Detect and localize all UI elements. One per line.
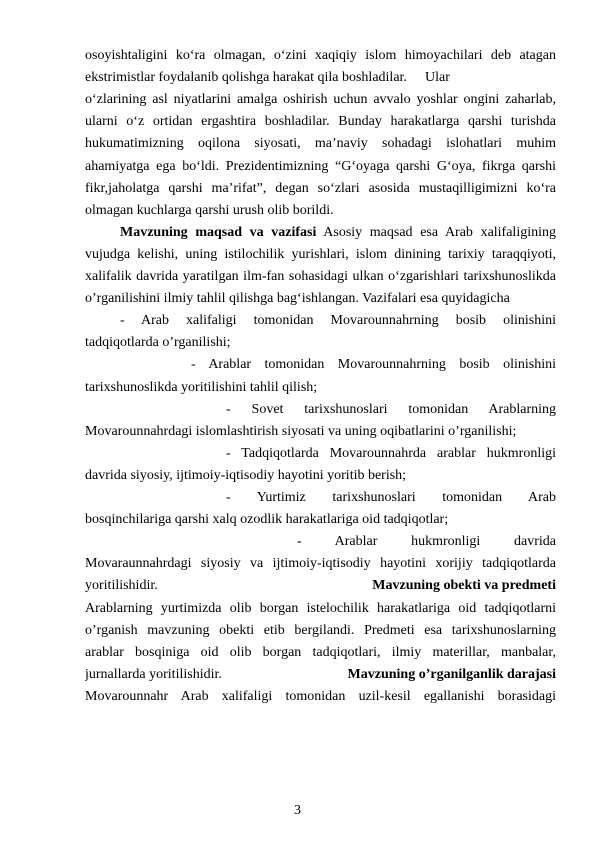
text-line [226, 443, 556, 465]
text-line [85, 111, 556, 133]
text-line [85, 509, 556, 531]
line-text: olmagan kuchlarga qarshi urush olib borildi. [85, 202, 334, 218]
line-text: vujudga kelishi, uning istilochilik yurishlari, islom dinining tarixiy taraqqiyoti, [85, 246, 556, 262]
text-line [85, 598, 556, 620]
line-text: - Tadqiqotlarda Movarounnahrda arablar hukmronligi [226, 445, 556, 461]
text-line [85, 620, 556, 642]
text-line [226, 487, 556, 509]
line-text: - Arablar tomonidan Movarounnahrning bosib olinishini [191, 357, 556, 373]
text-line [191, 354, 556, 376]
text-line [85, 377, 556, 399]
text-line [85, 178, 556, 200]
line-text: Movarounnahr Arab xalifaligi tomonidan uzil-kesil egallanishi borasidagi [85, 688, 556, 704]
text-line [85, 133, 556, 155]
text-line [226, 399, 556, 421]
line-text: tarixshunoslikda yoritilishini tahlil qilish; [85, 379, 318, 395]
section-heading: Mavzuning maqsad va vazifasi [120, 224, 317, 240]
text-line [85, 266, 556, 288]
line-text: fikr,jaholatga qarshi ma’rifat”, degan so‘zlari asosida mustaqilligimizni ko‘ra [85, 180, 556, 196]
line-text: arablar bosqiniga oid olib borgan tadqiqotlari, ilmiy materillar, manbalar, [85, 644, 556, 660]
text-line [85, 686, 556, 708]
line-text: ahamiyatga ega bo‘ldi. Prezidentimizning “G‘oyaga qarshi G‘oya, fikrga qarshi [85, 158, 556, 174]
text-line [85, 421, 556, 443]
line-text: Asosiy maqsad esa Arab xalifaligining [316, 224, 556, 240]
line-text: tadqiqotlarda o’rganilishi; [85, 335, 231, 351]
text-line [85, 642, 556, 664]
text-line [85, 200, 556, 222]
text-line [120, 310, 556, 332]
line-text: jurnallarda yoritilishidir. [85, 666, 222, 682]
line-text: osoyishtaligini ko‘ra olmagan, o‘zini xaqiqiy islom himoyachilari deb atagan [85, 48, 556, 63]
text-line [297, 531, 556, 553]
line-text: o‘zlarining asl niyatlarini amalga oshirish uchun avvalo yoshlar ongini zaharlab, [85, 92, 556, 108]
text-line [85, 244, 556, 266]
line-text: hukumatimizning oqilona siyosati, ma’naviy sohadagi islohatlari muhim [85, 136, 556, 152]
text-line [85, 332, 556, 354]
line-text: bosqinchilariga qarshi xalq ozodlik harakatlariga oid tadqiqotlar; [85, 512, 449, 528]
line-text: yoritilishidir. [85, 578, 158, 594]
text-line [120, 222, 556, 244]
line-tail-text: Ular [425, 70, 450, 86]
line-text: - Sovet tarixshunoslari tomonidan Arablarning [226, 401, 556, 417]
line-text: - Arablar hukmronligi davrida [297, 534, 556, 550]
line-text: Movarounnahrdagi islomlashtirish siyosati va uning oqibatlarini o’rganilishi; [85, 423, 517, 439]
section-heading: Mavzuning obekti va predmeti [372, 578, 556, 594]
text-line [85, 288, 556, 310]
text-line [85, 553, 556, 575]
text-line [85, 465, 556, 487]
section-heading: Mavzuning o’rganilganlik darajasi [347, 666, 556, 682]
line-text: ekstrimistlar foydalanib qolishga harakat qila boshladilar. [85, 70, 407, 86]
line-text: Movaraunnahrdagi siyosiy va ijtimoiy-iqtisodiy hayotini xorijiy tadqiqotlarda [85, 556, 556, 572]
text-line [85, 89, 556, 111]
page-number: 3 [294, 803, 301, 818]
line-text: o’rganish mavzuning obekti etib bergilandi. Predmeti esa tarixshunoslarning [85, 622, 556, 638]
text-line [85, 45, 556, 67]
line-text: Arablarning yurtimizda olib borgan istelochilik harakatlariga oid tadqiqotlarni [85, 600, 556, 616]
text-line [85, 156, 556, 178]
line-text: xalifalik davrida yaratilgan ilm-fan sohasidagi ulkan o‘zgarishlari tarixshunoslikda [85, 269, 556, 284]
line-text: - Arab xalifaligi tomonidan Movarounnahrning bosib olinishini [120, 313, 556, 329]
line-text: ularni o‘z ortidan ergashtira boshladilar. Bunday harakatlarga qarshi turishda [85, 114, 556, 130]
line-text: davrida siyosiy, ijtimoiy-iqtisodiy hayotini yoritib berish; [85, 467, 407, 483]
line-text: - Yurtimiz tarixshunoslari tomonidan Arab [226, 490, 556, 505]
line-text: o’rganilishini ilmiy tahlil qilishga bag‘ishlangan. Vazifalari esa quyidagicha [85, 291, 510, 307]
